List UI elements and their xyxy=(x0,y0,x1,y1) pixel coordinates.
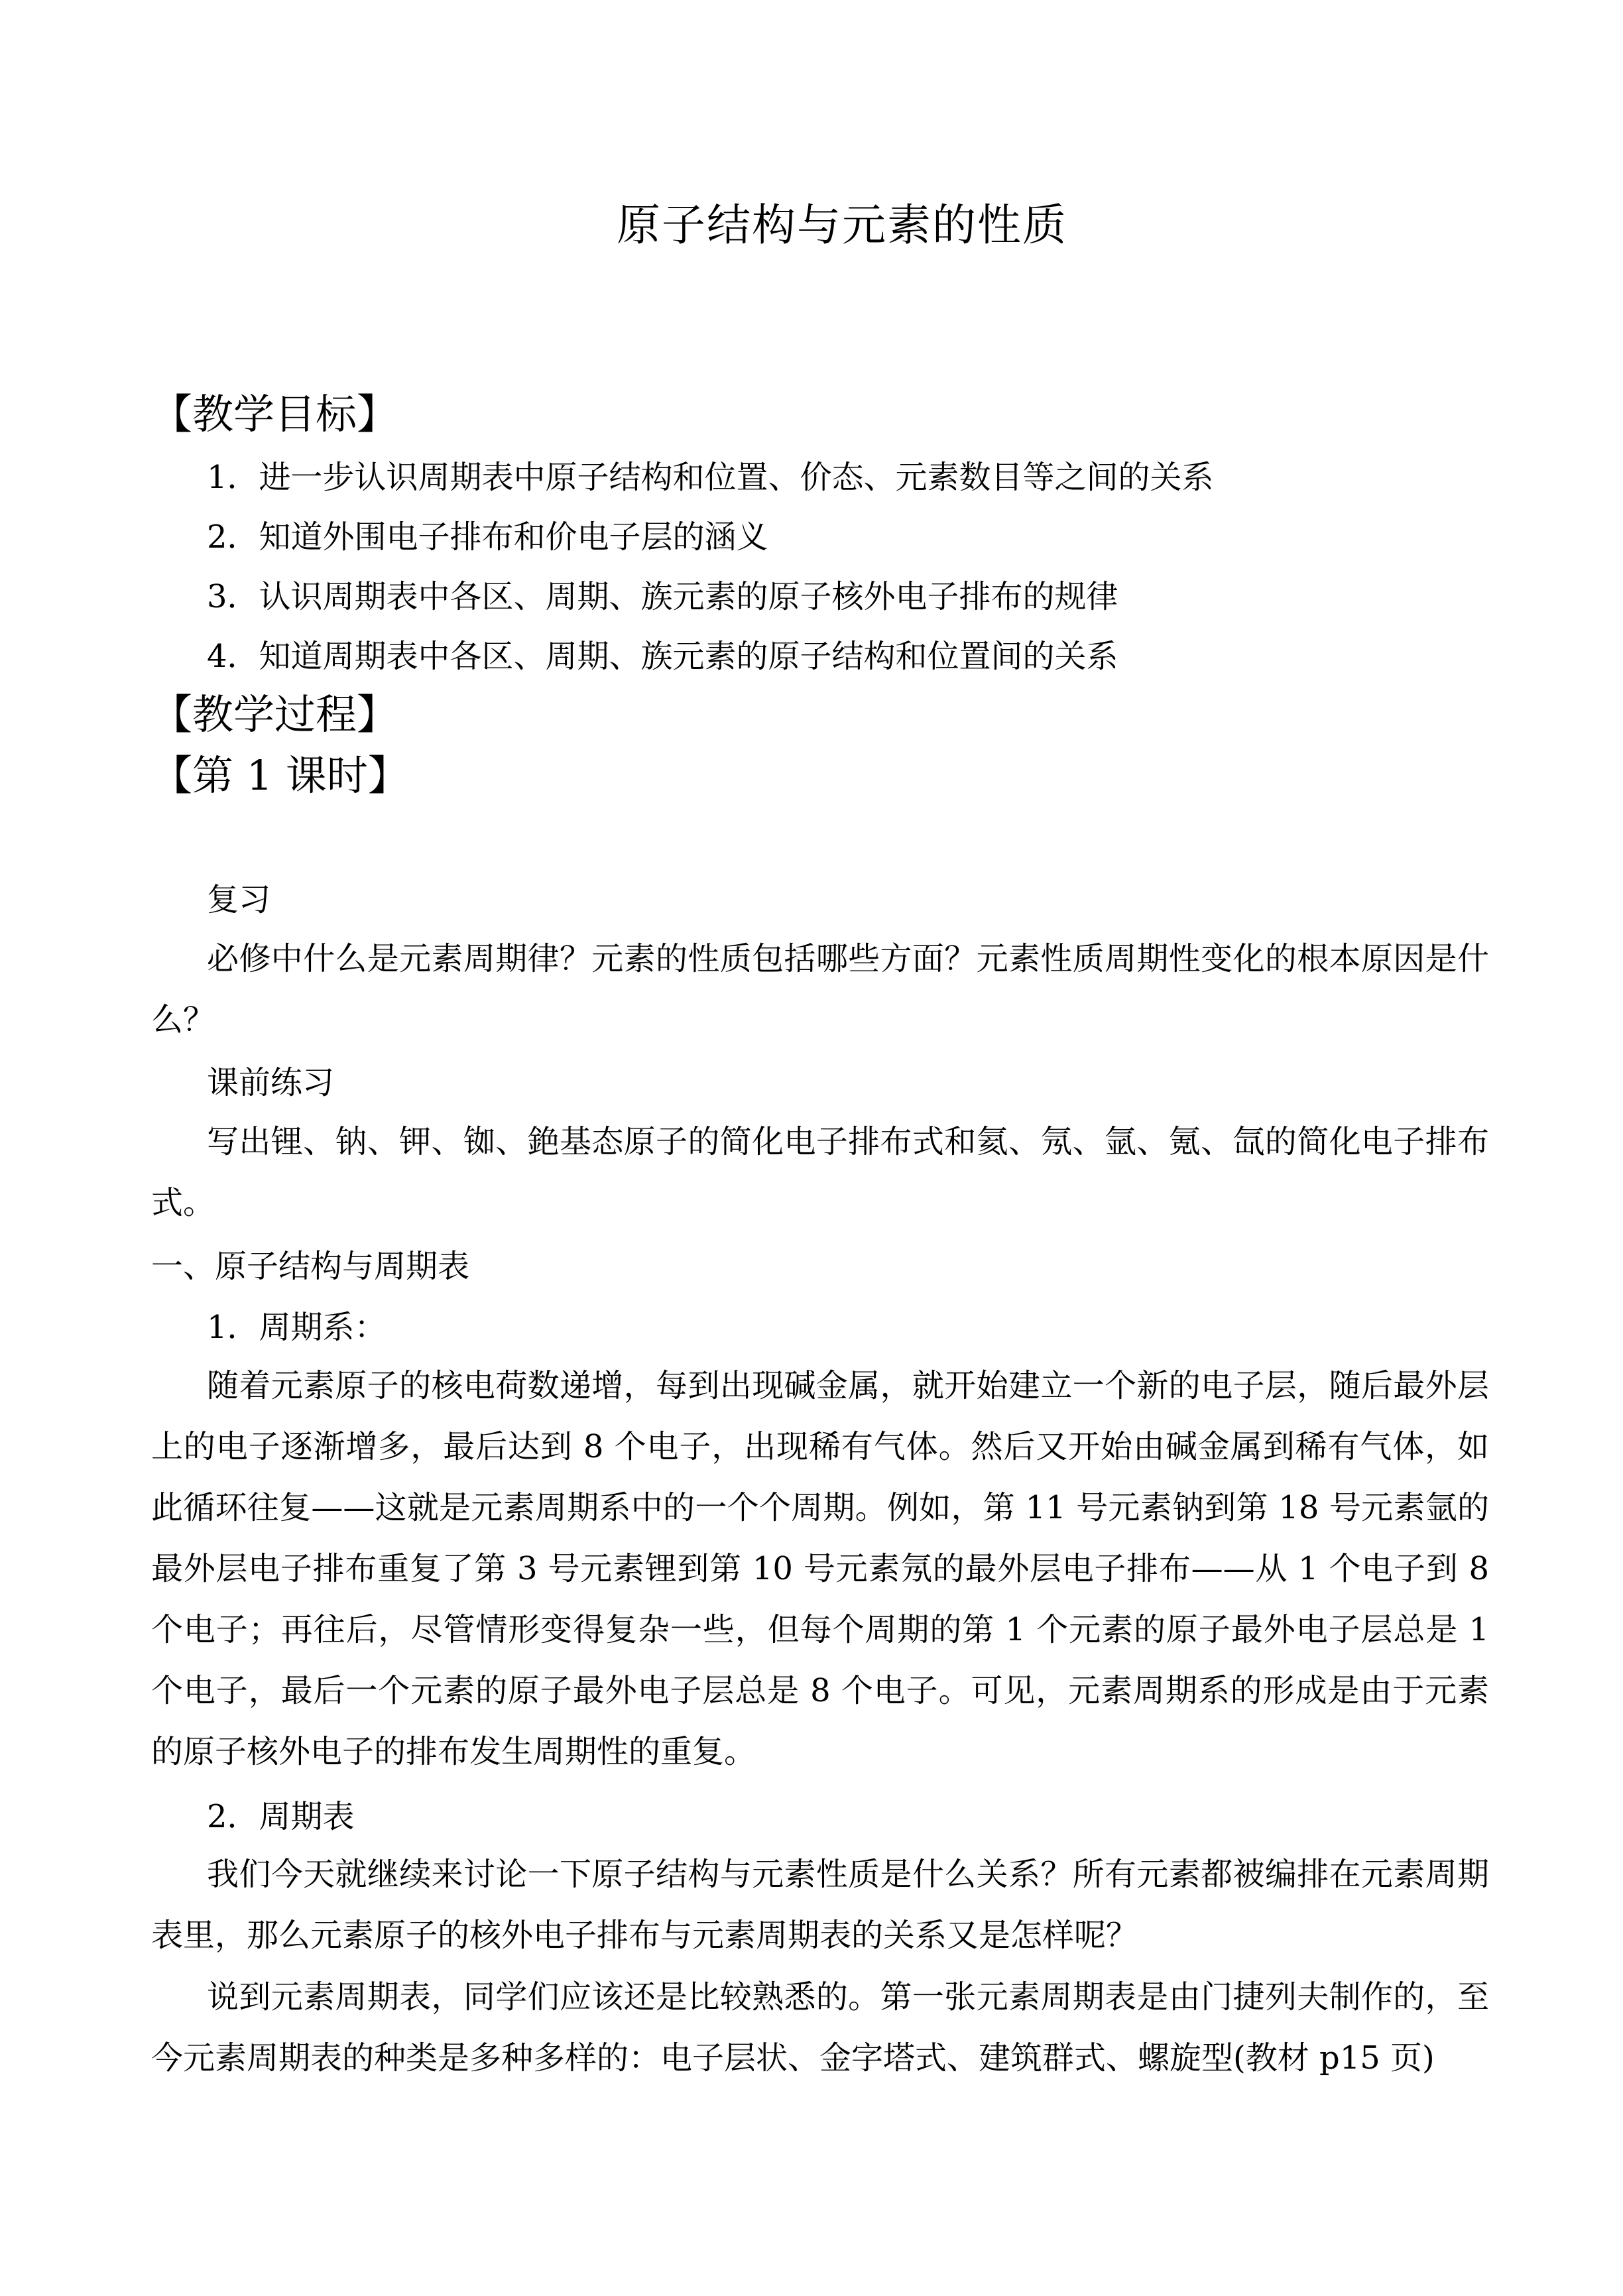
process-heading: 【教学过程】 xyxy=(151,690,398,739)
objective-item: 2．知道外围电子排布和价电子层的涵义 xyxy=(207,518,768,556)
periodic-system-text: 随着元素原子的核电荷数递增，每到出现碱金属，就开始建立一个新的电子层，随后最外层上的电子逐渐增多，最后达到 8 个电子，出现稀有气体。然后又开始由碱金属到稀有气体，如此循环往复——这就是元素周期系中的一个个周期。例如，第 11 号元素钠到第 18 号元素氩的最外层电子排布重复了第 3 号元素锂到第 10 号元素氖的最外层电子排布——从 1 个电子到 8 个电子；再往后，尽管情形变得复杂一些，但每个周期的第 1 个元素的原子最外电子层总是 1 个电子，最后一个元素的原子最外电子层总是 8 个电子。可见，元素周期系的形成是由于元素的原子核外电子的排布发生周期性的重复。 xyxy=(151,1367,1489,1770)
document-title: 原子结构与元素的性质 xyxy=(617,200,1067,251)
practice-text: 写出锂、钠、钾、铷、銫基态原子的简化电子排布式和氦、氖、氩、氪、氙的简化电子排布式。 xyxy=(151,1123,1489,1221)
objectives-heading: 【教学目标】 xyxy=(151,390,398,438)
review-label: 复习 xyxy=(207,881,271,918)
objective-item: 3．认识周期表中各区、周期、族元素的原子核外电子排布的规律 xyxy=(207,578,1118,615)
review-text: 必修中什么是元素周期律？元素的性质包括哪些方面？元素性质周期性变化的根本原因是什么？ xyxy=(151,940,1489,1038)
periodic-table-text-1: 我们今天就继续来讨论一下原子结构与元素性质是什么关系？所有元素都被编排在元素周期表里，那么元素原子的核外电子排布与元素周期表的关系又是怎样呢？ xyxy=(151,1856,1489,1954)
periodic-table-label: 2．周期表 xyxy=(207,1798,355,1835)
objective-item: 1．进一步认识周期表中原子结构和位置、价态、元素数目等之间的关系 xyxy=(207,459,1214,496)
objective-item: 4．知道周期表中各区、周期、族元素的原子结构和位置间的关系 xyxy=(207,638,1118,675)
periodic-system-label: 1．周期系： xyxy=(207,1309,387,1346)
practice-label: 课前练习 xyxy=(207,1064,335,1101)
periodic-table-text-2: 说到元素周期表，同学们应该还是比较熟悉的。第一张元素周期表是由门捷列夫制作的，至今元素周期表的种类是多种多样的：电子层状、金字塔式、建筑群式、螺旋型(教材 p15 页) xyxy=(151,1978,1489,2077)
lesson-heading: 【第 1 课时】 xyxy=(151,751,409,800)
section1-heading: 一、原子结构与周期表 xyxy=(151,1248,470,1285)
